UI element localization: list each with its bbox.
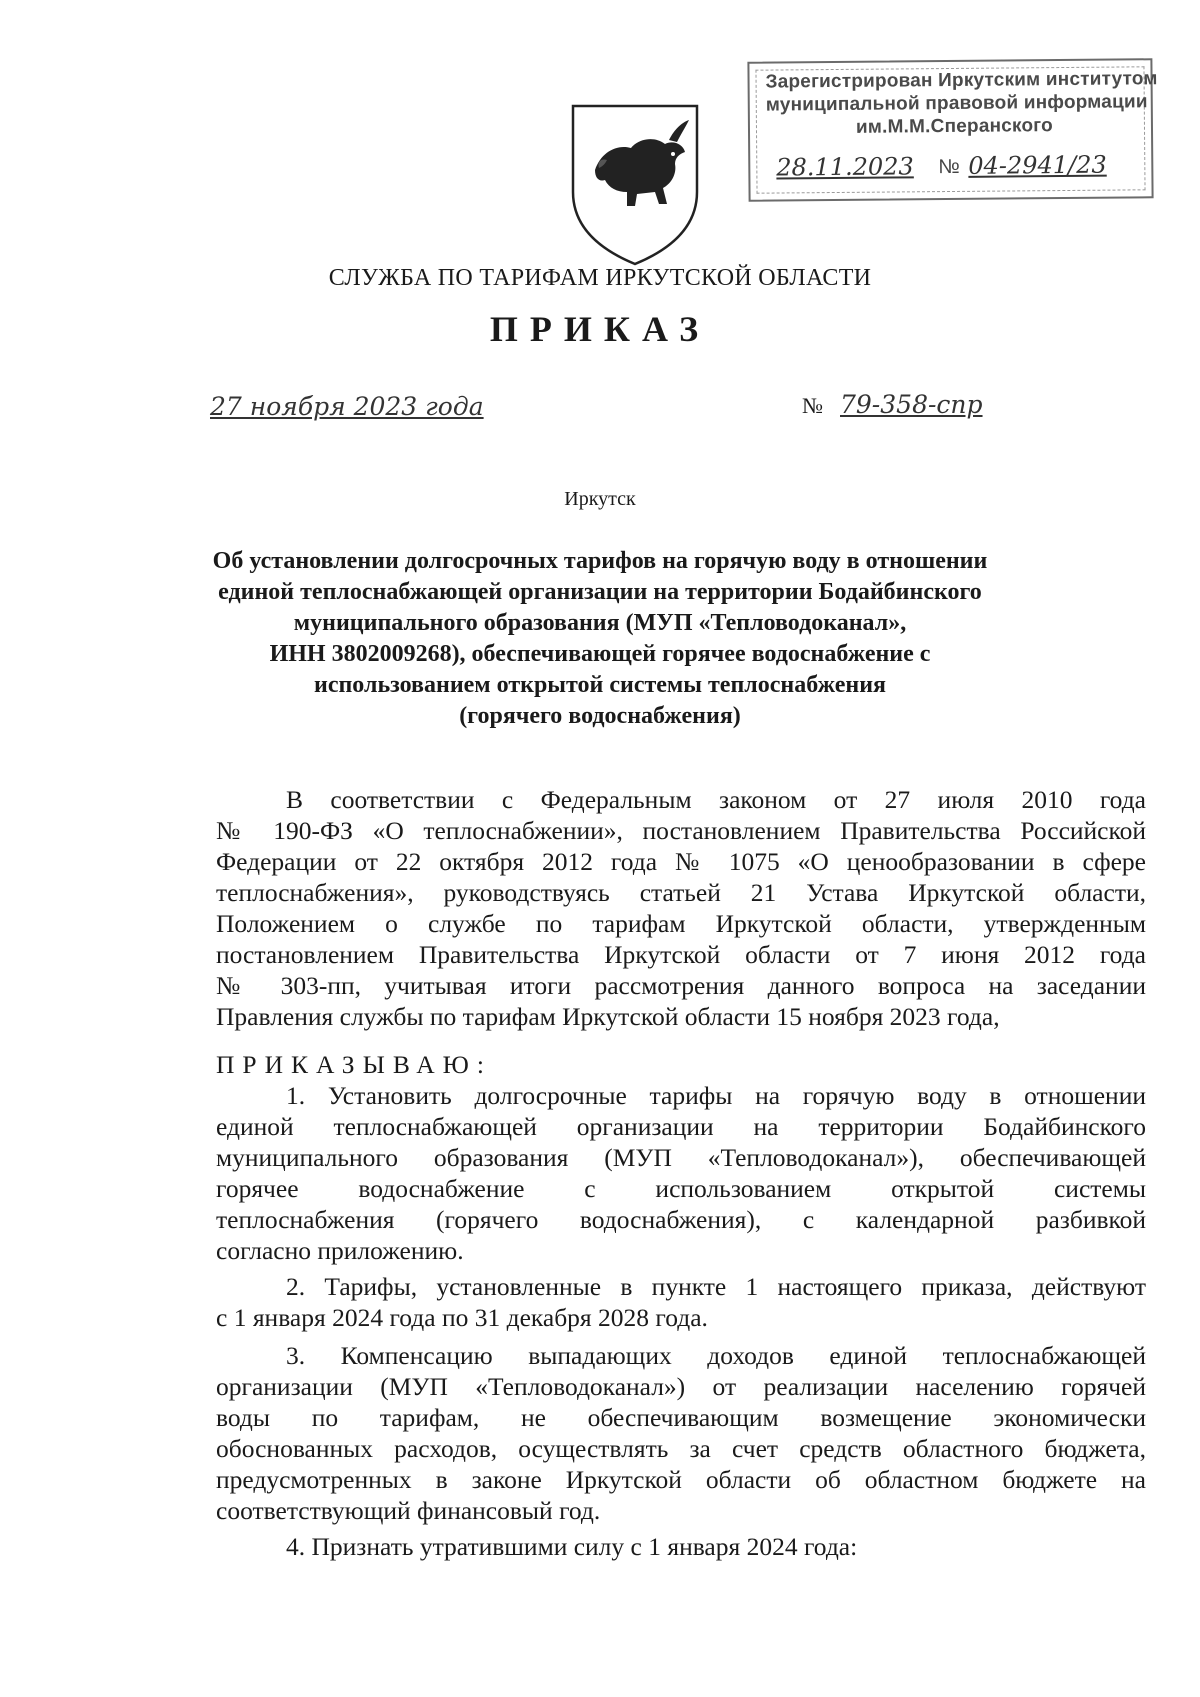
text-line: В соответствии с Федеральным законом от 27 июля 2010 года [286,785,1146,814]
stamp-registration-row [768,146,1148,189]
text-line: № 303-пп, учитывая итоги рассмотрения данного вопроса на заседании [216,971,1146,1000]
preamble-paragraph [216,784,1146,1032]
order-item-2 [216,1271,1146,1333]
title-line: Об установлении долгосрочных тарифов на горячую воду в отношении [212,548,988,574]
stamp-line: им.М.М.Сперанского [855,115,1054,138]
text-line: постановлением Правительства Иркутской области от 7 июня 2012 года [216,940,1146,969]
order-number-label: № [802,393,823,418]
order-date-handwritten: 27 ноября 2023 года [210,392,484,421]
text-line: обоснованных расходов, осуществлять за счет средств областного бюджета, [216,1434,1146,1463]
title-line: (горячего водоснабжения) [459,703,741,729]
title-line: единой теплоснабжающей организации на территории Бодайбинского [218,579,982,605]
text-line: соответствующий финансовый год. [216,1496,601,1525]
text-line: Федерации от 22 октября 2012 года № 1075 «О ценообразовании в сфере [216,847,1146,876]
text-line: согласно приложению. [216,1236,464,1265]
text-line: Правления службы по тарифам Иркутской области 15 ноября 2023 года, [216,1002,1000,1031]
document-type-heading: ПРИКАЗ [489,309,711,349]
stamp-line: Зарегистрирован Иркутским институтом [765,68,1158,93]
stamp-line: муниципальной правовой информации [765,91,1148,116]
order-item-1 [216,1080,1146,1266]
text-line: единой теплоснабжающей организации на территории Бодайбинского [216,1112,1146,1141]
stamp-reg-date: 28.11.2023 [776,152,914,182]
title-line: использованием открытой системы теплоснабжения [313,672,886,698]
title-line: муниципального образования (МУП «Тепловодоканал», [293,610,907,636]
text-line: предусмотренных в законе Иркутской области об областном бюджете на [216,1465,1146,1494]
order-item-3 [216,1340,1146,1526]
text-line: Положением о службе по тарифам Иркутской области, утвержденным [216,909,1146,938]
document-title [200,546,1000,732]
text-line: 1. Установить долгосрочные тарифы на горячую воду в отношении [286,1081,1146,1110]
coat-of-arms-emblem [565,100,705,270]
issuing-agency: СЛУЖБА ПО ТАРИФАМ ИРКУТСКОЙ ОБЛАСТИ [328,265,872,291]
text-line: горячее водоснабжение с использованием открытой системы [216,1174,1146,1203]
stamp-reg-no-label: № [938,155,960,179]
text-line: 4. Признать утратившими силу с 1 января 2024 года: [286,1532,858,1561]
text-line: теплоснабжения», руководствуясь статьей 21 Устава Иркутской области, [216,878,1146,907]
text-line: муниципального образования (МУП «Тепловодоканал»), обеспечивающей [216,1143,1146,1172]
text-line: 3. Компенсацию выпадающих доходов единой теплоснабжающей [286,1341,1146,1370]
directive-word: ПРИКАЗЫВАЮ: [216,1050,492,1079]
text-line: с 1 января 2024 года по 31 декабря 2028 года. [216,1303,708,1332]
text-line: 2. Тарифы, установленные в пункте 1 настоящего приказа, действуют [286,1272,1146,1301]
title-line: ИНН 3802009268), обеспечивающей горячее водоснабжение с [269,641,931,667]
text-line: воды по тарифам, не обеспечивающим возмещение экономически [216,1403,1146,1432]
place-of-issue: Иркутск [564,488,636,510]
text-line: теплоснабжения (горячего водоснабжения), с календарной разбивкой [216,1205,1146,1234]
text-line: организации (МУП «Тепловодоканал») от реализации населению горячей [216,1372,1146,1401]
order-number-handwritten: 79-358-спр [840,390,983,419]
registration-stamp [747,58,1158,202]
stamp-reg-number: 04-2941/23 [968,150,1107,180]
order-item-4 [216,1531,1146,1562]
text-line: № 190-ФЗ «О теплоснабжении», постановлением Правительства Российской [216,816,1146,845]
